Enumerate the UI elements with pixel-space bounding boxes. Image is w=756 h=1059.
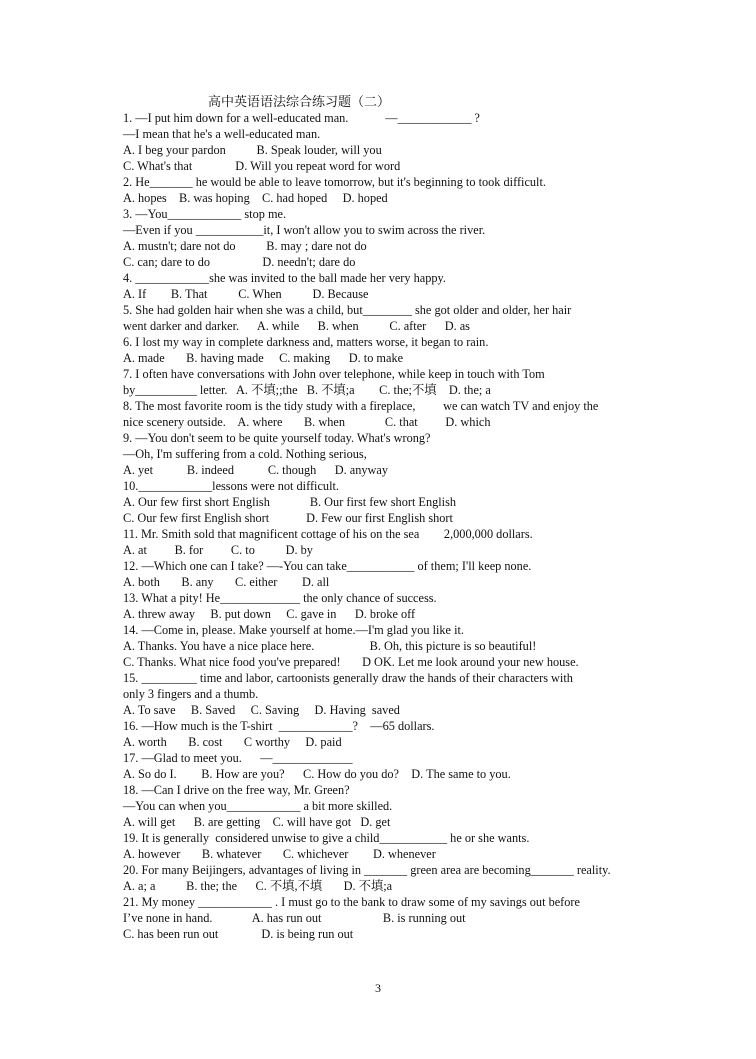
text-line: 21. My money ____________ . I must go to the bank to draw some of my savings out before <box>123 895 580 909</box>
text-line: A. To save B. Saved C. Saving D. Having saved <box>123 703 400 717</box>
text-line: 8. The most favorite room is the tidy study with a fireplace, we can watch TV and enjoy the <box>123 399 599 413</box>
text-line: A. yet B. indeed C. though D. anyway <box>123 463 389 477</box>
text-line: A. both B. any C. either D. all <box>123 575 330 589</box>
text-line: C. has been run out D. is being run out <box>123 927 354 941</box>
text-line: 19. It is generally considered unwise to give a child___________ he or she wants. <box>123 831 530 845</box>
text-line: C. What's that D. Will you repeat word for word <box>123 159 401 173</box>
text-line: 6. I lost my way in complete darkness and, matters worse, it began to rain. <box>123 335 489 349</box>
text-line: C. can; dare to do D. needn't; dare do <box>123 255 356 269</box>
text-line: C. Our few first English short D. Few our first English short <box>123 511 453 525</box>
text-line: 11. Mr. Smith sold that magnificent cottage of his on the sea 2,000,000 dollars. <box>123 527 533 541</box>
text-line: —Even if you ___________it, I won't allow you to swim across the river. <box>123 223 486 237</box>
text-line: 15. _________ time and labor, cartoonists generally draw the hands of their characters with <box>123 671 573 685</box>
text-line: 9. —You don't seem to be quite yourself today. What's wrong? <box>123 431 431 445</box>
text-line: A. at B. for C. to D. by <box>123 543 313 557</box>
text-line: 5. She had golden hair when she was a child, but________ she got older and older, her hair <box>123 303 572 317</box>
text-line: 17. —Glad to meet you. —_____________ <box>123 751 353 765</box>
text-line: 2. He_______ he would be able to leave tomorrow, but it's beginning to took difficult. <box>123 175 546 189</box>
exercise-content <box>123 94 663 942</box>
text-line: A. Our few first short English B. Our first few short English <box>123 495 457 509</box>
text-line: —I mean that he's a well-educated man. <box>123 127 321 141</box>
text-line: 14. —Come in, please. Make yourself at home.—I'm glad you like it. <box>123 623 464 637</box>
text-line: 18. —Can I drive on the free way, Mr. Green? <box>123 783 350 797</box>
text-line: A. If B. That C. When D. Because <box>123 287 369 301</box>
text-line: only 3 fingers and a thumb. <box>123 687 259 701</box>
text-line: A. will get B. are getting C. will have got D. get <box>123 815 391 829</box>
text-line: 13. What a pity! He_____________ the only chance of success. <box>123 591 437 605</box>
text-line: A. hopes B. was hoping C. had hoped D. hoped <box>123 191 388 205</box>
text-line: went darker and darker. A. while B. when C. after D. as <box>123 319 470 333</box>
exercise-lines <box>123 110 663 942</box>
document-title: 高中英语语法综合练习题（二） <box>208 94 391 109</box>
text-line: A. So do I. B. How are you? C. How do you do? D. The same to you. <box>123 767 511 781</box>
text-line: —Oh, I'm suffering from a cold. Nothing serious, <box>123 447 367 461</box>
text-line: by__________ letter. A. 不填;;the B. 不填;a C. the;不填 D. the; a <box>123 383 491 397</box>
text-line: 12. —Which one can I take? —-You can take___________ of them; I'll keep none. <box>123 559 532 573</box>
text-line: A. Thanks. You have a nice place here. B. Oh, this picture is so beautiful! <box>123 639 537 653</box>
text-line: 10.____________lessons were not difficult. <box>123 479 339 493</box>
text-line: A. a; a B. the; the C. 不填,不填 D. 不填;a <box>123 879 393 893</box>
text-line: A. mustn't; dare not do B. may ; dare not do <box>123 239 367 253</box>
text-line: A. worth B. cost C worthy D. paid <box>123 735 342 749</box>
text-line: —You can when you____________ a bit more skilled. <box>123 799 393 813</box>
page-number: 3 <box>375 981 381 995</box>
text-line: A. made B. having made C. making D. to make <box>123 351 404 365</box>
text-line: 7. I often have conversations with John over telephone, while keep in touch with Tom <box>123 367 545 381</box>
text-line: nice scenery outside. A. where B. when C. that D. which <box>123 415 491 429</box>
text-line: 4. ____________she was invited to the ball made her very happy. <box>123 271 446 285</box>
text-line: 1. —I put him down for a well-educated man. —____________ ? <box>123 111 480 125</box>
text-line: 16. —How much is the T-shirt ____________? —65 dollars. <box>123 719 435 733</box>
text-line: 3. —You____________ stop me. <box>123 207 287 221</box>
text-line: A. however B. whatever C. whichever D. whenever <box>123 847 436 861</box>
text-line: A. I beg your pardon B. Speak louder, will you <box>123 143 382 157</box>
text-line: C. Thanks. What nice food you've prepared! D OK. Let me look around your new house. <box>123 655 579 669</box>
text-line: I’ve none in hand. A. has run out B. is running out <box>123 911 466 925</box>
text-line: 20. For many Beijingers, advantages of living in _______ green area are becoming_______ reality. <box>123 863 611 877</box>
text-line: A. threw away B. put down C. gave in D. broke off <box>123 607 416 621</box>
